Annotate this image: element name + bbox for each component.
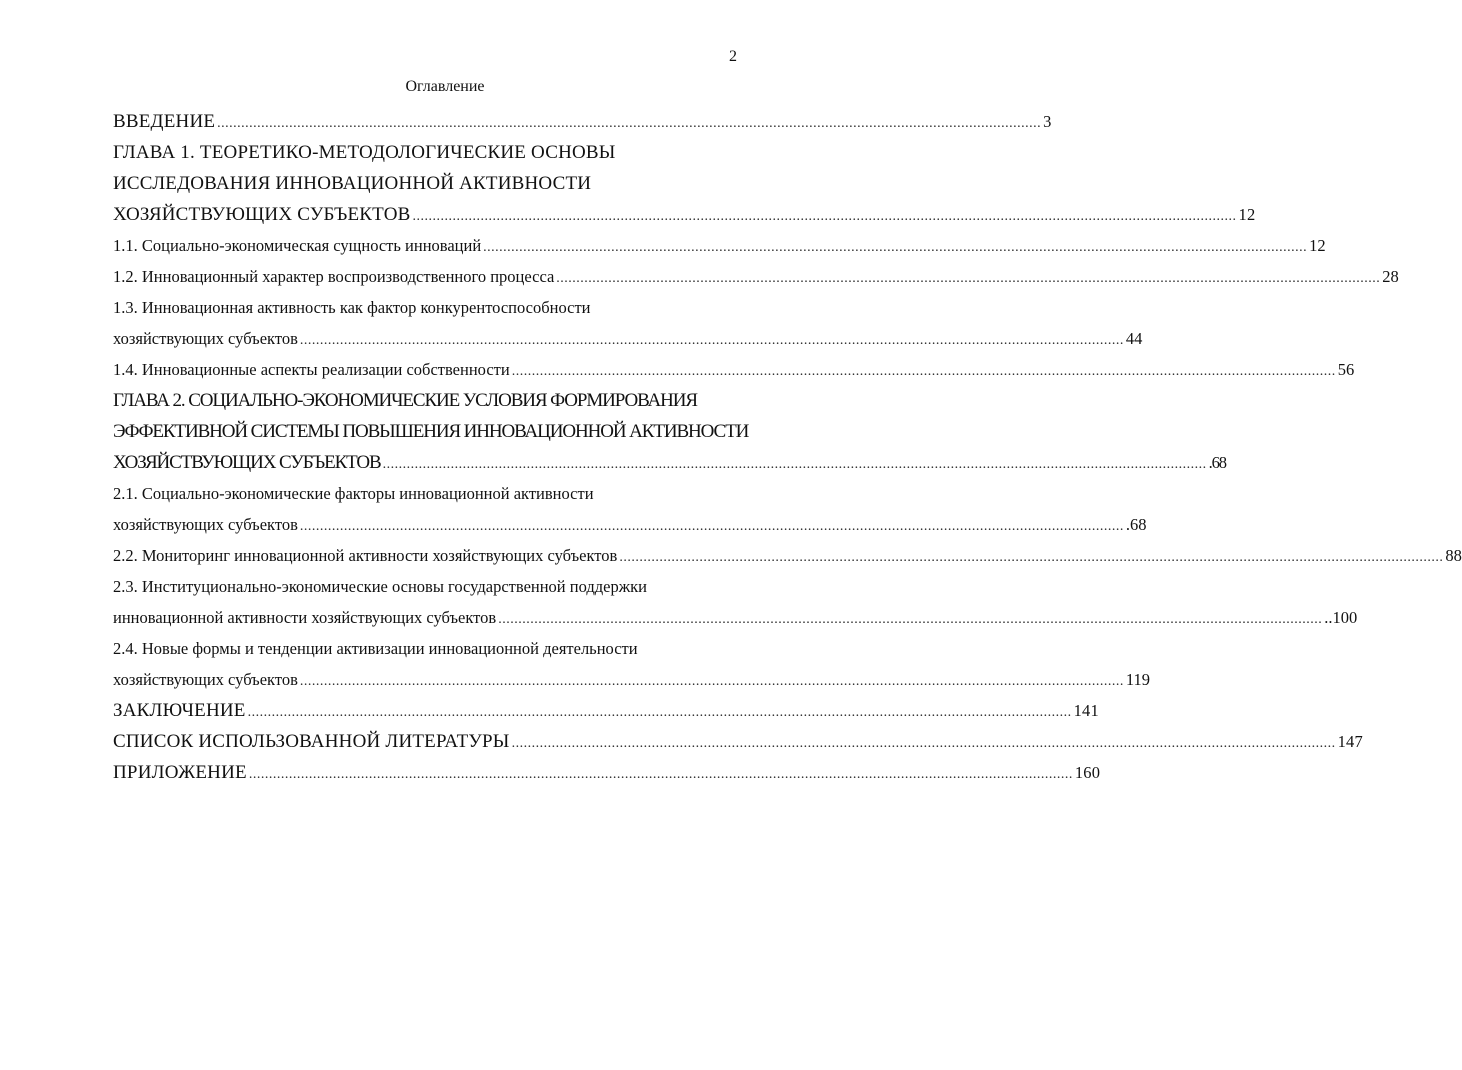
toc-entry-page: 160: [1074, 763, 1101, 782]
toc-entry-label: ВВЕДЕНИЕ: [113, 111, 216, 132]
toc-entry-2-2[interactable]: [113, 540, 1462, 571]
toc-entry-label: 2.1. Социально-экономические факторы инновационной активности: [113, 484, 594, 503]
toc-entry-page: .68: [1125, 515, 1147, 534]
toc-entry-label: 2.3. Институционально-экономические основы государственной поддержки: [113, 577, 647, 596]
dot-leader: ..............................................................................................................................................................................................................: [299, 674, 1124, 689]
toc-entry-label: 2.4. Новые формы и тенденции активизации инновационной деятельности: [113, 639, 638, 658]
toc-entry-page: 12: [1309, 236, 1326, 255]
toc-entry-page: 119: [1125, 670, 1151, 689]
toc-entry-label: 1.2. Инновационный характер воспроизводственного процесса: [113, 267, 555, 286]
toc-entry-label: ХОЗЯЙСТВУЮЩИХ СУБЪЕКТОВ: [113, 204, 411, 225]
toc-entry-page: 141: [1073, 701, 1099, 720]
toc-entry-1-3[interactable]: [113, 292, 1143, 354]
toc-entry-page: 147: [1337, 732, 1363, 751]
toc-entry-label: ЗАКЛЮЧЕНИЕ: [113, 700, 246, 721]
toc-entry-references[interactable]: [113, 726, 1363, 757]
toc-title: Оглавление: [405, 78, 485, 95]
dot-leader: ..............................................................................................................................................................................................................: [412, 209, 1237, 224]
toc-entry-page: .68: [1208, 453, 1226, 472]
toc-entry-page: 28: [1382, 267, 1399, 286]
toc-entry-label: ПРИЛОЖЕНИЕ: [113, 762, 247, 783]
toc-entry-label: ИССЛЕДОВАНИЯ ИННОВАЦИОННОЙ АКТИВНОСТИ: [113, 173, 592, 194]
toc-entry-label: ХОЗЯЙСТВУЮЩИХ СУБЪЕКТОВ: [113, 452, 381, 473]
toc-entry-appendix[interactable]: [113, 757, 1101, 788]
toc-entry-conclusion[interactable]: [113, 695, 1099, 726]
toc-entry-page: 88: [1445, 546, 1462, 565]
table-of-contents: [113, 106, 1462, 788]
dot-leader: ..............................................................................................................................................................................................................: [299, 519, 1124, 534]
toc-entry-label: хозяйствующих субъектов: [113, 515, 298, 534]
dot-leader: ..............................................................................................................................................................................................................: [511, 364, 1336, 379]
toc-entry-label: 1.3. Инновационная активность как фактор конкурентоспособности: [113, 298, 591, 317]
dot-leader: ..............................................................................................................................................................................................................: [483, 240, 1308, 255]
toc-entry-page: ..100: [1324, 608, 1358, 627]
dot-leader: ..............................................................................................................................................................................................................: [556, 271, 1381, 286]
dot-leader: ..............................................................................................................................................................................................................: [248, 767, 1073, 782]
toc-entry-1-2[interactable]: [113, 261, 1399, 292]
toc-entry-page: 44: [1125, 329, 1143, 348]
toc-entry-2-1[interactable]: [113, 478, 1147, 540]
toc-entry-label: хозяйствующих субъектов: [113, 329, 298, 348]
dot-leader: ..............................................................................................................................................................................................................: [382, 457, 1207, 472]
toc-entry-1-1[interactable]: [113, 230, 1326, 261]
toc-entry-page: 3: [1043, 112, 1052, 131]
toc-entry-2-3[interactable]: [113, 571, 1358, 633]
toc-entry-intro[interactable]: [113, 106, 1052, 137]
toc-entry-label: ГЛАВА 1. ТЕОРЕТИКО-МЕТОДОЛОГИЧЕСКИЕ ОСНОВЫ: [113, 142, 616, 163]
dot-leader: ..............................................................................................................................................................................................................: [217, 116, 1042, 131]
dot-leader: ..............................................................................................................................................................................................................: [511, 736, 1336, 751]
toc-entry-label: 1.4. Инновационные аспекты реализации собственности: [113, 360, 510, 379]
toc-entry-label: СПИСОК ИСПОЛЬЗОВАННОЙ ЛИТЕРАТУРЫ: [113, 731, 510, 752]
toc-entry-1-4[interactable]: [113, 354, 1355, 385]
dot-leader: ..............................................................................................................................................................................................................: [299, 333, 1124, 348]
toc-entry-label: ГЛАВА 2. СОЦИАЛЬНО-ЭКОНОМИЧЕСКИЕ УСЛОВИЯ ФОРМИРОВАНИЯ: [113, 390, 697, 411]
dot-leader: ..............................................................................................................................................................................................................: [247, 705, 1072, 720]
toc-entry-chapter-2[interactable]: [113, 385, 1226, 478]
dot-leader: ..............................................................................................................................................................................................................: [619, 550, 1444, 565]
toc-entry-label: хозяйствующих субъектов: [113, 670, 298, 689]
toc-entry-page: 12: [1238, 205, 1256, 224]
toc-entry-label: 1.1. Социально-экономическая сущность инноваций: [113, 236, 482, 255]
toc-entry-2-4[interactable]: [113, 633, 1151, 695]
page-number: 2: [729, 48, 737, 65]
toc-entry-label: ЭФФЕКТИВНОЙ СИСТЕМЫ ПОВЫШЕНИЯ ИННОВАЦИОННОЙ АКТИВНОСТИ: [113, 421, 749, 442]
toc-entry-label: инновационной активности хозяйствующих субъектов: [113, 608, 497, 627]
toc-entry-page: 56: [1337, 360, 1355, 379]
dot-leader: ..............................................................................................................................................................................................................: [498, 612, 1323, 627]
toc-entry-chapter-1[interactable]: [113, 137, 1256, 230]
toc-entry-label: 2.2. Мониторинг инновационной активности хозяйствующих субъектов: [113, 546, 618, 565]
